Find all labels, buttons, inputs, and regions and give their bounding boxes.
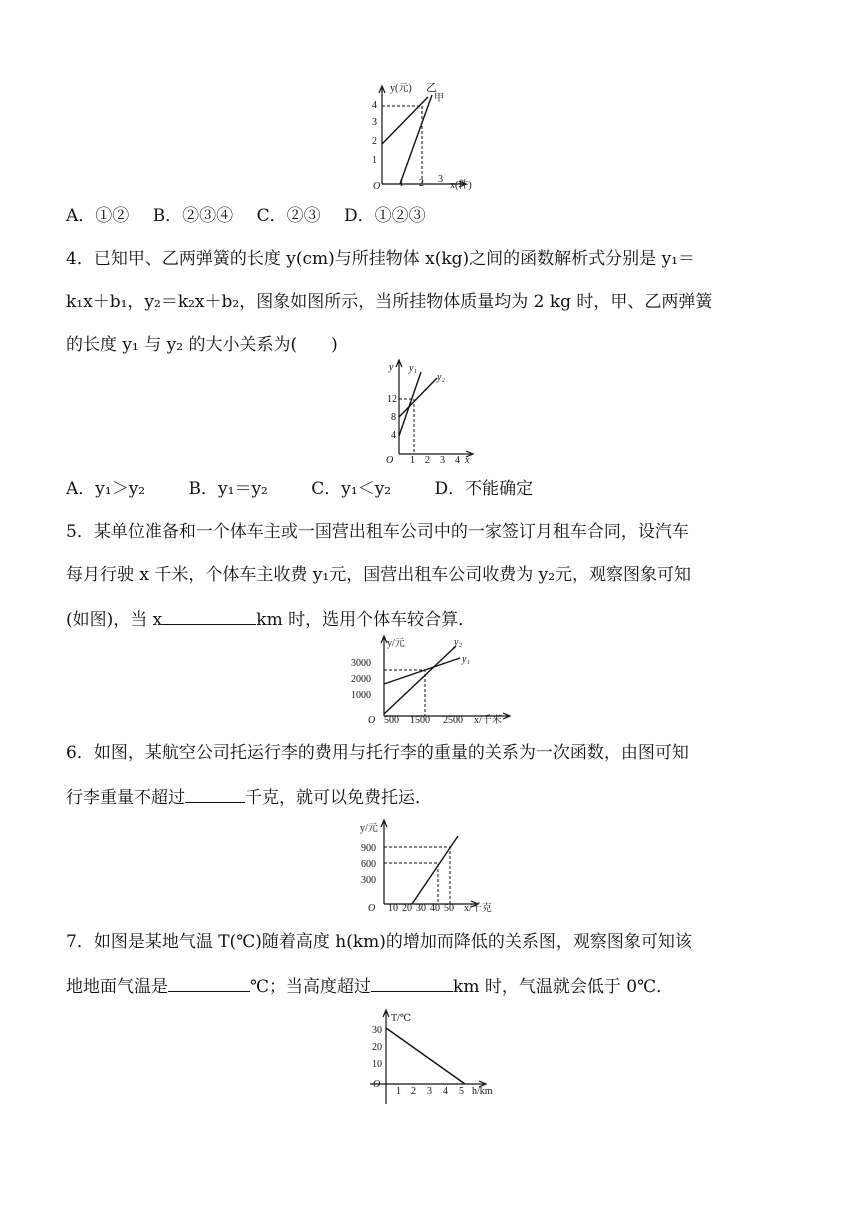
q5-answer-blank[interactable]	[162, 610, 256, 625]
q4-line-3: 的长度 y₁ 与 y₂ 的大小关系为( )	[66, 335, 338, 355]
x-tick-2500: 2500	[443, 715, 463, 726]
q7-answer-blank-1[interactable]	[168, 977, 250, 992]
q7-line-2	[66, 977, 673, 996]
x-tick-2: 2	[425, 455, 430, 466]
origin-label: O	[368, 903, 376, 914]
figure-luggage-graph	[352, 818, 512, 914]
line-jia-label: 甲	[434, 93, 444, 104]
y-tick-30: 30	[372, 1025, 382, 1036]
option-d[interactable]: D．不能确定	[434, 479, 534, 499]
y-tick-20: 20	[372, 1042, 382, 1053]
figure-rental-graph	[348, 634, 518, 726]
y-tick-2: 2	[372, 136, 377, 147]
q6-line-1: 6．如图，某航空公司托运行李的费用与托行李的重量的关系为一次函数，由图可知	[66, 743, 689, 763]
line-yi	[382, 97, 428, 144]
q5-line-3	[66, 610, 475, 629]
q4-line-2: k₁x＋b₁，y₂＝k₂x＋b₂，图象如图所示，当所挂物体质量均为 2 kg 时，甲、乙两弹簧	[66, 292, 713, 312]
q5-line-2: 每月行驶 x 千米，个体车主收费 y₁元，国营出租车公司收费为 y₂元，观察图象可知	[66, 565, 692, 585]
q4-options	[66, 481, 533, 498]
q7-line-1: 7．如图是某地气温 T(℃)随着高度 h(km)的增加而降低的关系图，观察图象可知该	[66, 932, 692, 952]
q5-line-3-start: (如图)，当 x	[66, 610, 163, 630]
y-tick-4: 4	[391, 430, 396, 441]
x-tick-4: 4	[455, 455, 460, 466]
q7-line-2-start: 地地面气温是	[66, 977, 168, 997]
y-axis	[396, 360, 402, 454]
option-c[interactable]: C．②③	[256, 206, 321, 226]
y2-label: y₂	[437, 372, 445, 383]
y-axis-label: y/元	[387, 638, 405, 649]
y-tick-3: 3	[372, 117, 377, 128]
x-tick-500: 500	[384, 715, 399, 726]
option-b[interactable]: B．②③④	[152, 206, 234, 226]
y-tick-3000: 3000	[351, 658, 371, 669]
x-tick-4: 4	[443, 1086, 448, 1097]
origin-label: O	[373, 181, 381, 192]
y-axis	[381, 820, 387, 904]
x-tick-1500: 1500	[410, 715, 430, 726]
option-a[interactable]: A．y₁＞y₂	[66, 479, 146, 499]
q5-line-1: 5．某单位准备和一个体车主或一国营出租车公司中的一家签订月租车合同，设汽车	[66, 522, 689, 542]
x-axis-label: h/km	[472, 1086, 493, 1097]
y-axis-label: y	[389, 362, 394, 373]
x-tick-40: 40	[430, 903, 440, 914]
q7-answer-blank-2[interactable]	[371, 977, 453, 992]
y-tick-1: 1	[372, 155, 377, 166]
option-c[interactable]: C．y₁＜y₂	[311, 479, 392, 499]
x-tick-5: 5	[459, 1086, 464, 1097]
x-tick-1: 1	[396, 1086, 401, 1097]
y1-label: y₁	[462, 654, 470, 665]
x-tick-20: 20	[402, 903, 412, 914]
x-tick-30: 30	[416, 903, 426, 914]
x-tick-50: 50	[444, 903, 454, 914]
y-axis	[379, 86, 385, 184]
x-axis-label: x/千克	[464, 903, 492, 914]
y-tick-8: 8	[391, 412, 396, 423]
x-tick-1: 1	[410, 455, 415, 466]
cost-line	[412, 836, 458, 904]
q6-answer-blank[interactable]	[185, 788, 245, 803]
option-b[interactable]: B．y₁＝y₂	[188, 479, 268, 499]
y-tick-900: 900	[361, 843, 376, 854]
guide-lines	[382, 106, 422, 184]
x-tick-1: 1	[399, 178, 404, 189]
x-axis-label: x	[465, 455, 470, 466]
x-axis-label: x/千米	[474, 715, 502, 726]
y-tick-10: 10	[372, 1059, 382, 1070]
y2-label: y₂	[454, 637, 462, 648]
origin-label: O	[368, 715, 376, 726]
option-d[interactable]: D．①②③	[344, 206, 426, 226]
q6-line-2-end: 千克，就可以免费托运．	[245, 788, 432, 808]
x-tick-3: 3	[438, 174, 443, 185]
y-tick-12: 12	[387, 394, 397, 405]
line-yi-label: 乙	[426, 82, 437, 94]
y-tick-2000: 2000	[351, 674, 371, 685]
x-axis-label: x(件)	[450, 180, 472, 191]
q7-line-2-end: km 时，气温就会低于 0℃．	[453, 977, 674, 997]
x-tick-2: 2	[411, 1086, 416, 1097]
x-tick-10: 10	[388, 903, 398, 914]
y-axis-label: T/℃	[391, 1013, 412, 1024]
y-tick-300: 300	[361, 875, 376, 886]
y-axis-label: y(元)	[390, 83, 412, 94]
line-y2	[399, 378, 437, 417]
q4-line-1: 4．已知甲、乙两弹簧的长度 y(cm)与所挂物体 x(kg)之间的函数解析式分别是 y₁＝	[66, 249, 695, 269]
y1-label: y₁	[409, 363, 417, 374]
temperature-line	[386, 1028, 465, 1084]
x-tick-3: 3	[440, 455, 445, 466]
origin-label: O	[386, 455, 394, 466]
y-tick-600: 600	[361, 859, 376, 870]
guide-lines	[399, 399, 414, 454]
line-y1	[384, 658, 460, 684]
option-a[interactable]: A．①②	[66, 206, 130, 226]
q6-line-2-start: 行李重量不超过	[66, 788, 185, 808]
x-tick-2: 2	[419, 178, 424, 189]
line-y1	[399, 372, 421, 436]
x-tick-3: 3	[427, 1086, 432, 1097]
y-tick-4: 4	[372, 100, 377, 111]
y-axis-label: y/元	[360, 823, 378, 834]
figure-spring-graph	[379, 358, 479, 466]
y-tick-1000: 1000	[351, 690, 371, 701]
y-axis	[383, 1010, 389, 1104]
origin-label: O	[373, 1079, 381, 1090]
q7-line-2-mid: ℃；当高度超过	[250, 977, 372, 997]
figure-cost-graph	[366, 80, 486, 192]
figure-temperature-graph	[366, 1008, 516, 1106]
q3-options	[66, 208, 426, 225]
q6-line-2	[66, 788, 432, 807]
q5-line-3-end: km 时，选用个体车较合算．	[256, 610, 476, 630]
